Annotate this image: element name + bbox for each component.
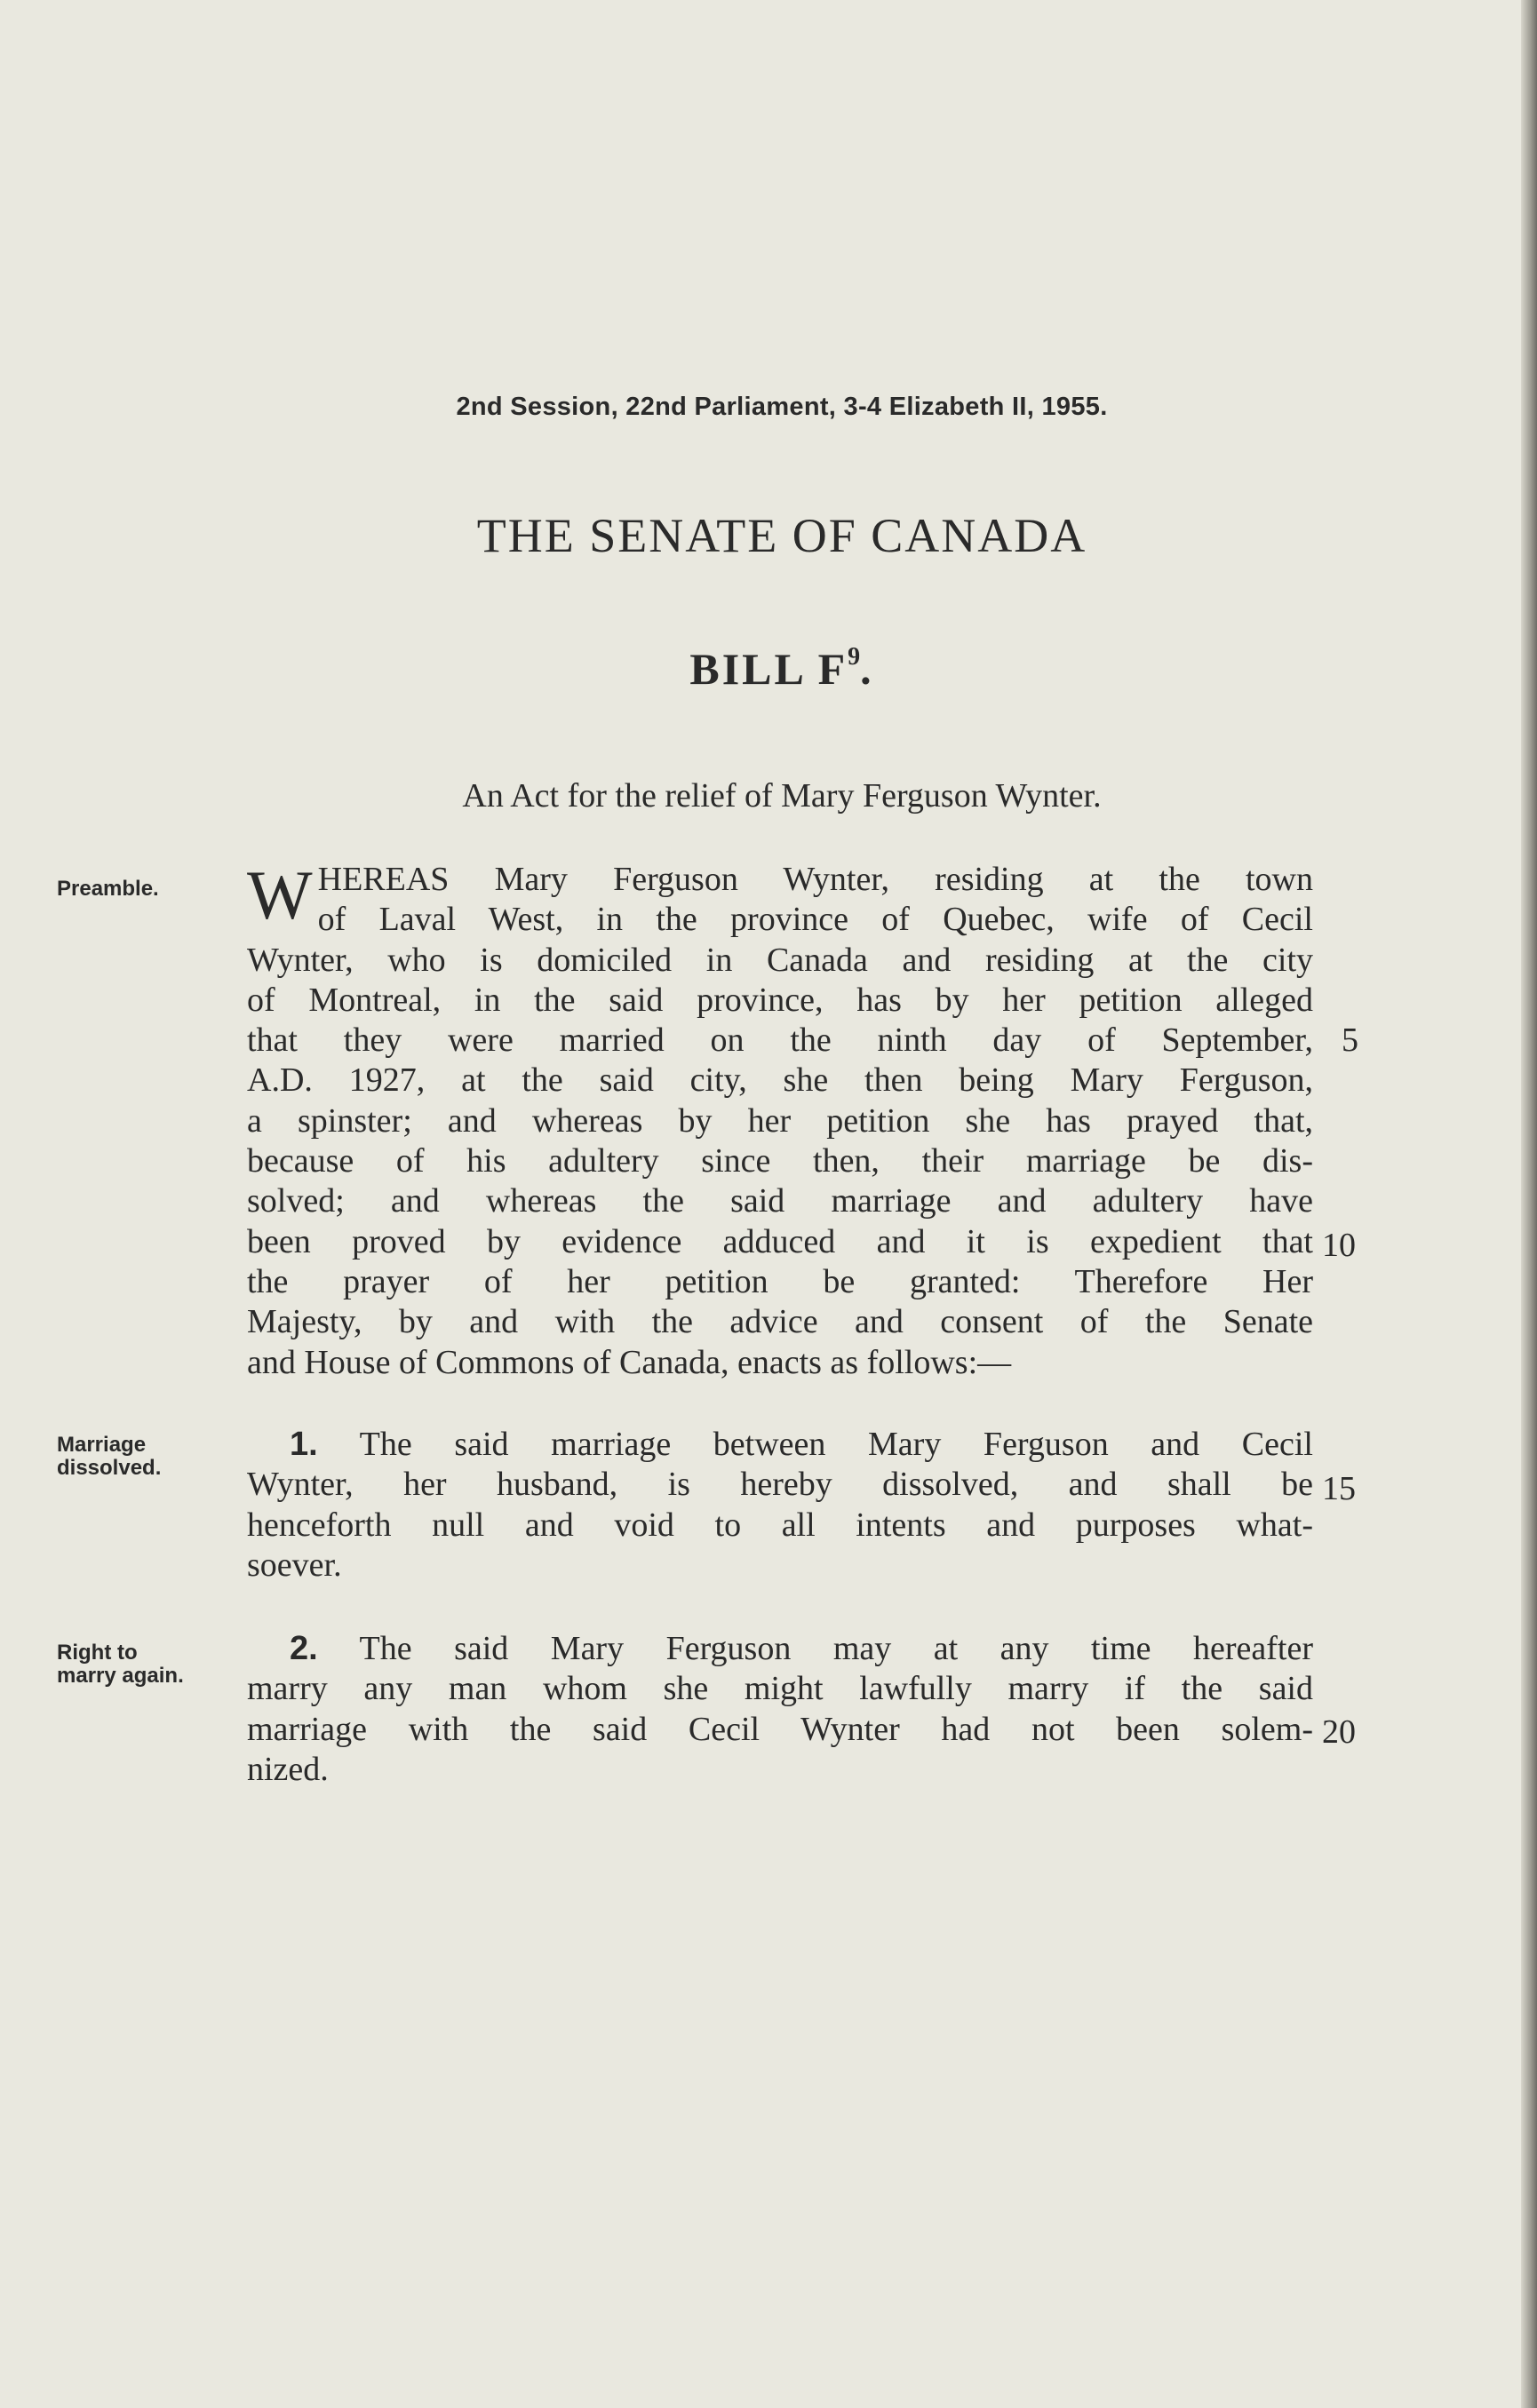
margin-note-marriage-dissolved (57, 1434, 161, 1480)
text-line (247, 1629, 1313, 1669)
text-line: that they were married on the ninth day of September, (247, 1021, 1313, 1060)
chamber-title: THE SENATE OF CANADA (476, 509, 1087, 562)
line-number: 15 (1322, 1470, 1356, 1507)
text-line: because of his adultery since then, their marriage be dis- (247, 1142, 1313, 1180)
text-line: Wynter, her husband, is hereby dissolved, and shall be (247, 1466, 1313, 1504)
text-line: marriage with the said Cecil Wynter had not been solem- (247, 1710, 1313, 1748)
session-header: 2nd Session, 22nd Parliament, 3-4 Elizabeth II, 1955. (456, 393, 1108, 421)
text-line: been proved by evidence adduced and it is expedient that (247, 1222, 1313, 1260)
preamble-paragraph (247, 856, 1313, 1383)
margin-note-line: marry again. (57, 1664, 184, 1688)
section-1 (247, 1425, 1313, 1585)
text-line (247, 1425, 1313, 1465)
section-number: 2. (290, 1630, 318, 1667)
margin-note-line: Marriage (57, 1433, 147, 1457)
text-line: of Montreal, in the said province, has by her petition alleged (247, 981, 1313, 1019)
line-number: 20 (1322, 1713, 1356, 1751)
bill-suffix: . (860, 644, 874, 694)
text-line: of Laval West, in the province of Quebec, wife of Cecil (317, 901, 1313, 939)
text-line: Majesty, by and with the advice and consent of the Senate (247, 1303, 1313, 1341)
section-2 (247, 1629, 1313, 1790)
bill-superscript: 9 (848, 643, 861, 671)
section-number: 1. (290, 1426, 318, 1463)
section-text: The said Mary Ferguson may at any time hereafter (359, 1630, 1313, 1667)
line-number: 10 (1322, 1227, 1356, 1264)
text-line: henceforth null and void to all intents and purposes what- (247, 1506, 1313, 1544)
line-number: 5 (1342, 1021, 1358, 1059)
page-edge (1521, 0, 1537, 2408)
section-text: The said marriage between Mary Ferguson and Cecil (359, 1426, 1313, 1463)
text-line: Wynter, who is domiciled in Canada and residing at the city (247, 941, 1313, 979)
text-line: solved; and whereas the said marriage and adultery have (247, 1182, 1313, 1220)
text-line: HEREAS Mary Ferguson Wynter, residing at the town (317, 861, 1313, 898)
act-title: An Act for the relief of Mary Ferguson Wynter. (462, 777, 1102, 815)
text-line: a spinster; and whereas by her petition she has prayed that, (247, 1101, 1313, 1140)
text-line: A.D. 1927, at the said city, she then being Mary Ferguson, (247, 1061, 1313, 1100)
text-line: and House of Commons of Canada, enacts as follows:— (247, 1343, 1012, 1381)
dropcap: W (247, 856, 313, 934)
text-line: marry any man whom she might lawfully marry if the said (247, 1670, 1313, 1708)
margin-note-preamble: Preamble. (57, 877, 159, 901)
bill-prefix: BILL F (689, 644, 848, 694)
text-line: soever. (247, 1546, 342, 1584)
text-line: the prayer of her petition be granted: Therefore Her (247, 1262, 1313, 1300)
margin-note-line: Right to (57, 1641, 138, 1665)
text-line: nized. (247, 1750, 329, 1788)
bill-title (0, 643, 1537, 695)
margin-note-right-to-marry (57, 1641, 184, 1688)
margin-note-line: dissolved. (57, 1456, 162, 1480)
